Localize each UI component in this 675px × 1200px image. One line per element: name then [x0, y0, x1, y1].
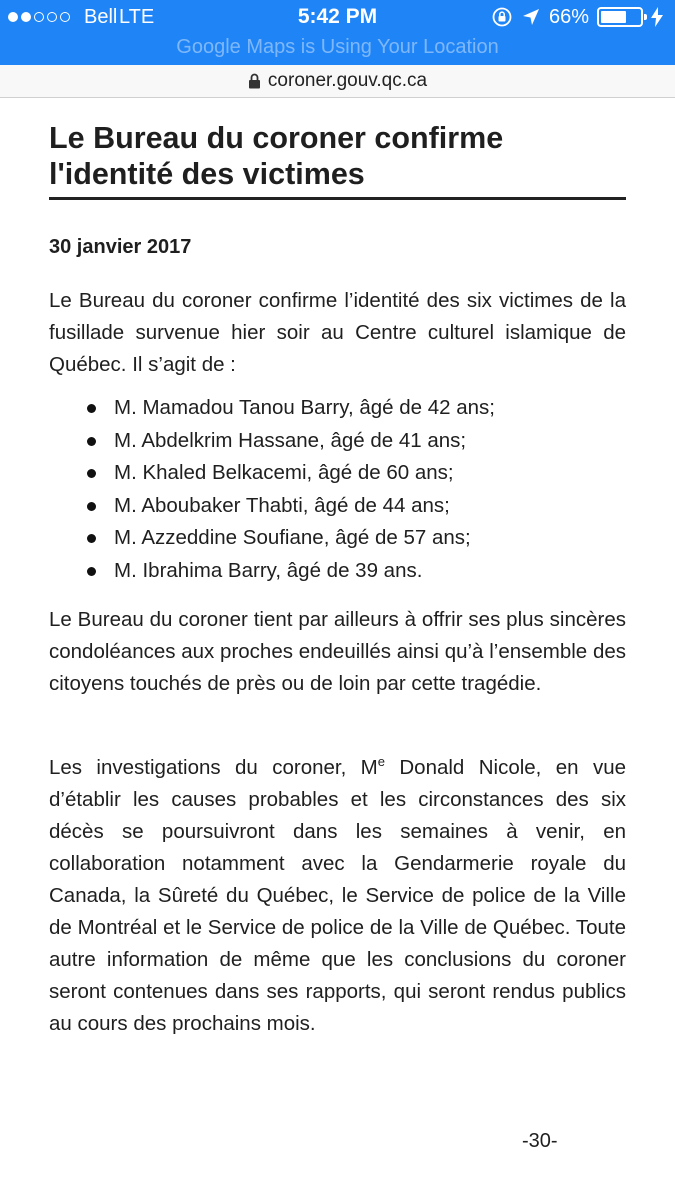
rotation-lock-icon	[491, 6, 513, 28]
victims-list	[49, 392, 495, 587]
location-arrow-icon	[521, 7, 541, 27]
url-text: coroner.gouv.qc.ca	[267, 70, 428, 91]
condolences-paragraph: Le Bureau du coroner tient par ailleurs à offrir ses plus sincères condoléances aux proches endeuillés ainsi qu’à l’ensemble des citoyens touchés de près ou de loin par cette tragédie.	[49, 608, 626, 695]
article-title: Le Bureau du coroner confirme l'identité des victimes	[49, 120, 626, 200]
charging-bolt-icon	[651, 7, 663, 27]
list-item: M. Aboubaker Thabti, âgé de 44 ans;	[49, 490, 495, 523]
investigation-paragraph	[49, 752, 626, 1040]
battery-percentage: 66%	[548, 5, 589, 28]
carrier-name: Bell	[84, 6, 118, 28]
page-end-marker: -30-	[522, 1130, 558, 1152]
status-time: 5:42 PM	[297, 5, 378, 28]
top-bar	[0, 0, 675, 65]
list-item: M. Khaled Belkacemi, âgé de 60 ans;	[49, 457, 495, 490]
lock-icon	[248, 73, 261, 89]
status-bar	[0, 0, 675, 34]
address-bar[interactable]	[0, 65, 675, 98]
status-indicators	[491, 5, 663, 29]
list-item: M. Mamadou Tanou Barry, âgé de 42 ans;	[49, 392, 495, 425]
list-item: M. Azzeddine Soufiane, âgé de 57 ans;	[49, 522, 495, 555]
battery-level	[601, 11, 626, 23]
network-type: LTE	[119, 6, 155, 28]
location-banner[interactable]: Google Maps is Using Your Location	[176, 36, 499, 58]
battery-icon	[597, 7, 643, 27]
list-item: M. Abdelkrim Hassane, âgé de 41 ans;	[49, 425, 495, 458]
honorific-superscript: e	[377, 754, 385, 770]
article-date: 30 janvier 2017	[49, 236, 192, 258]
investigation-text: Donald Nicole, en vue d’établir les causes probables et les circonstances des six décès se poursuivront dans les semaines à venir, en collaboration notamment avec la Gendarmerie royale du Canada, la Sûreté du Québec, le Service de police de la Ville de Montréal et le Service de police de la Ville de Québec. Toute autre information de même que les conclusions du coroner seront contenues dans ses rapports, qui seront rendus publics au cours des prochains mois.	[49, 756, 626, 1035]
intro-paragraph: Le Bureau du coroner confirme l’identité des six victimes de la fusillade survenue hier soir au Centre culturel islamique de Québec. Il s’agit de :	[49, 289, 626, 376]
article	[49, 120, 626, 1035]
investigation-lead: Les investigations du coroner, M	[49, 756, 378, 779]
list-item: M. Ibrahima Barry, âgé de 39 ans.	[49, 555, 495, 588]
url-display[interactable]	[0, 70, 675, 92]
